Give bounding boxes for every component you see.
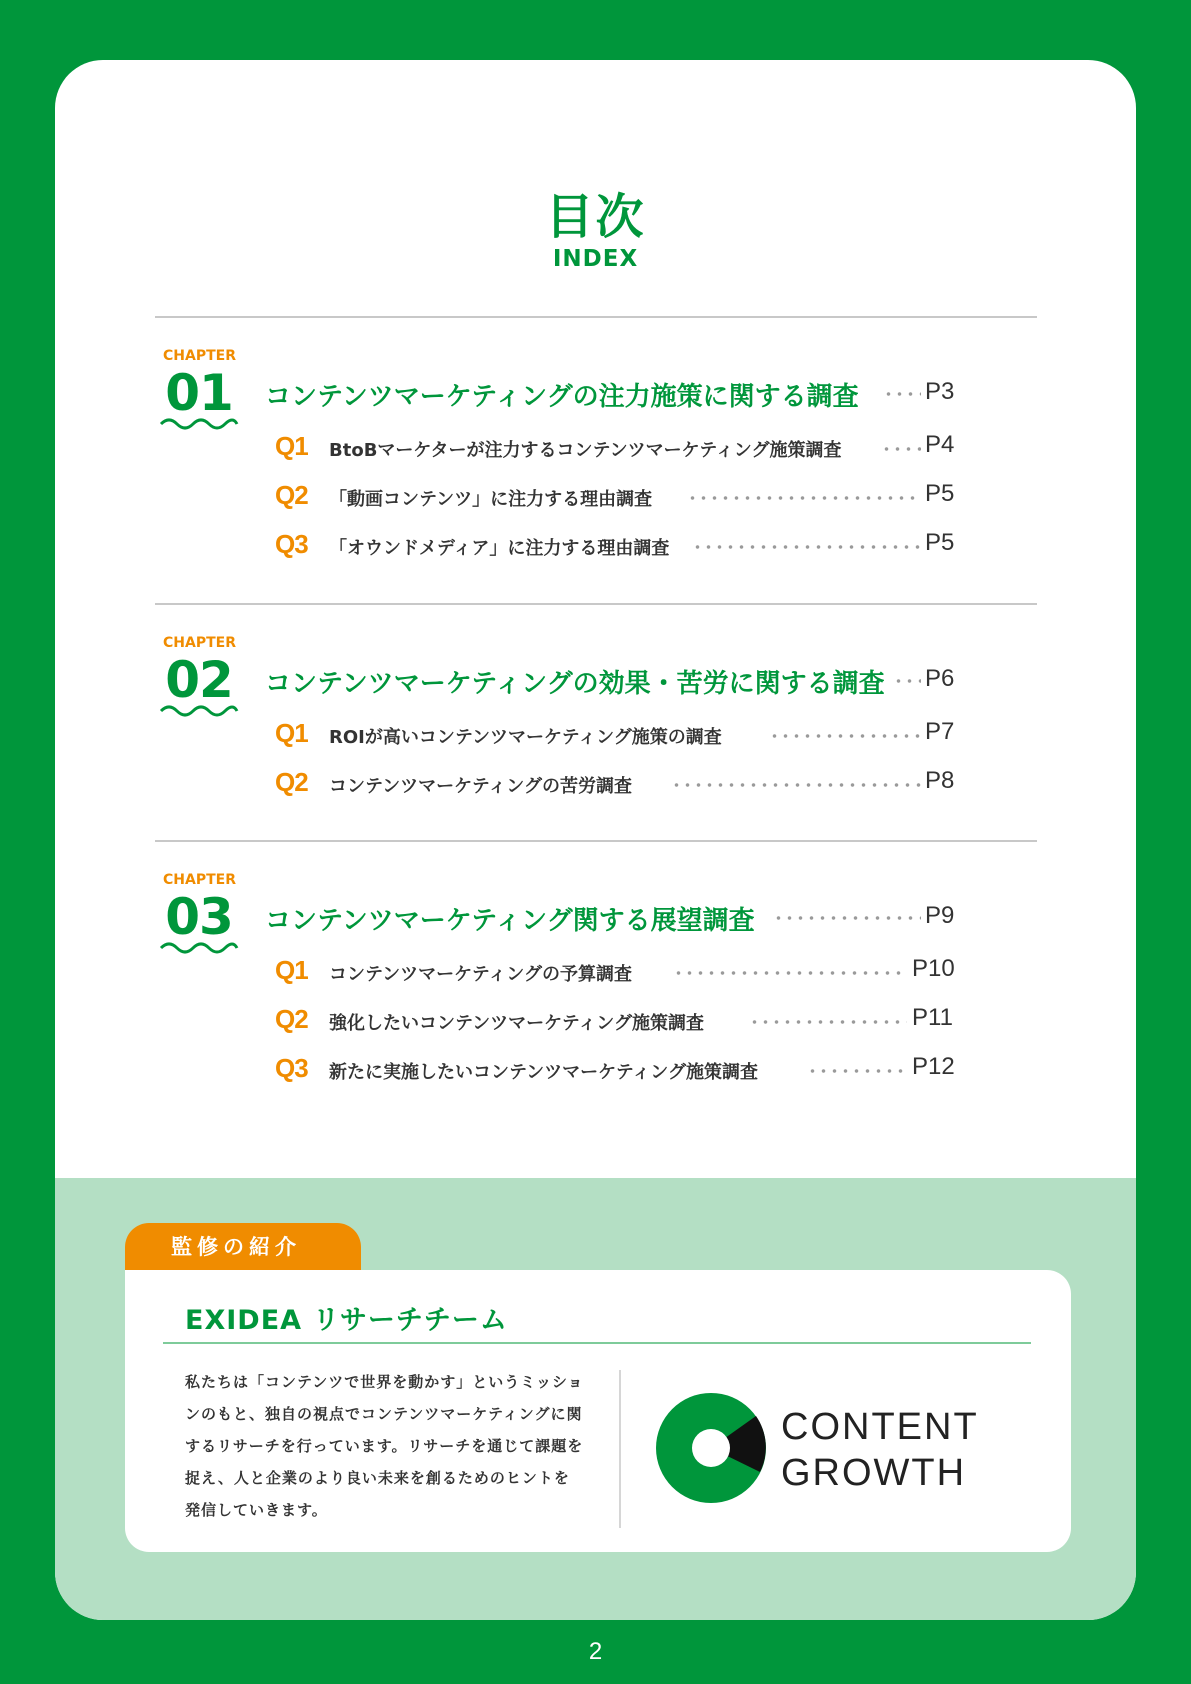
page-ref: P6 [925,665,955,692]
page-ref: P5 [925,529,955,556]
question-number: Q2 [275,767,308,797]
chapter-number: 02 [165,651,233,709]
leader-dots [807,1069,907,1073]
chapter-title: コンテンツマーケティングの注力施策に関する調査 [265,382,859,412]
leader-dots [692,545,921,549]
vertical-divider [619,1370,621,1528]
wave-decoration-icon [159,940,239,954]
page-ref: P4 [925,431,955,458]
chapter-title-row[interactable] [55,376,1136,410]
question-row[interactable] [55,529,1136,563]
leader-dots [749,1020,907,1024]
section-divider [155,603,1037,605]
page-subtitle: INDEX [552,246,639,272]
brand-line-1: CONTENT [781,1406,979,1448]
team-divider [163,1342,1031,1344]
question-number: Q1 [275,431,308,461]
question-number: Q2 [275,480,308,510]
supervisor-section [55,1178,1136,1620]
chapter-title-row[interactable] [55,663,1136,697]
chapter-number: 01 [165,364,233,422]
page-ref: P5 [925,480,955,507]
supervisor-card [125,1270,1071,1552]
question-number: Q3 [275,1053,308,1083]
team-description: 私たちは「コンテンツで世界を動かす」というミッションのもと、独自の視点でコンテンツマーケティングに関するリサーチを行っています。リサーチを通じて課題を捉え、人と企業のより良い未来を創るためのヒントを発信していきます。 [185,1373,584,1519]
question-row[interactable] [55,431,1136,465]
leader-dots [883,392,921,396]
question-text: 強化したいコンテンツマーケティング施策調査 [329,1013,704,1034]
wave-decoration-icon [159,416,239,430]
section-divider [155,316,1037,318]
brand-line-2: GROWTH [781,1452,967,1494]
page-ref: P8 [925,767,955,794]
question-number: Q2 [275,1004,308,1034]
chapter-label: CHAPTER [163,872,236,888]
question-text: コンテンツマーケティングの予算調査 [329,964,632,985]
question-row[interactable] [55,718,1136,752]
question-text: ROIが高いコンテンツマーケティング施策の調査 [329,727,722,748]
leader-dots [773,916,921,920]
page-title: 目次 [545,189,646,245]
content-growth-logo-icon [655,1392,767,1504]
question-row[interactable] [55,1053,1136,1087]
page-ref: P7 [925,718,955,745]
question-row[interactable] [55,480,1136,514]
leader-dots [769,734,921,738]
leader-dots [881,447,921,451]
chapter-title: コンテンツマーケティングの効果・苦労に関する調査 [265,669,885,699]
question-number: Q3 [275,529,308,559]
page-ref: P9 [925,902,955,929]
leader-dots [893,679,921,683]
question-row[interactable] [55,767,1136,801]
page-ref: P3 [925,378,955,405]
question-text: 新たに実施したいコンテンツマーケティング施策調査 [329,1062,758,1083]
chapter-label: CHAPTER [163,348,236,364]
brand-wordmark [781,1404,979,1496]
page-ref: P10 [912,955,955,982]
chapter-number: 03 [165,888,233,946]
chapter-label: CHAPTER [163,635,236,651]
question-number: Q1 [275,718,308,748]
page-number: 2 [588,1638,603,1665]
page-ref: P12 [912,1053,955,1080]
question-text: BtoBマーケターが注力するコンテンツマーケティング施策調査 [329,440,842,461]
chapter-title-row[interactable] [55,900,1136,934]
team-name: EXIDEA リサーチチーム [185,1305,508,1336]
question-number: Q1 [275,955,308,985]
page-ref: P11 [912,1004,953,1031]
question-text: 「オウンドメディア」に注力する理由調査 [329,538,670,559]
leader-dots [687,496,921,500]
question-text: コンテンツマーケティングの苦労調査 [329,776,632,797]
supervisor-tab-label: 監修の紹介 [125,1223,361,1273]
question-row[interactable] [55,955,1136,989]
leader-dots [673,971,907,975]
index-card [55,60,1136,1620]
section-divider [155,840,1037,842]
question-text: 「動画コンテンツ」に注力する理由調査 [329,489,653,510]
leader-dots [671,783,921,787]
chapter-title: コンテンツマーケティング関する展望調査 [265,906,755,936]
question-row[interactable] [55,1004,1136,1038]
wave-decoration-icon [159,703,239,717]
